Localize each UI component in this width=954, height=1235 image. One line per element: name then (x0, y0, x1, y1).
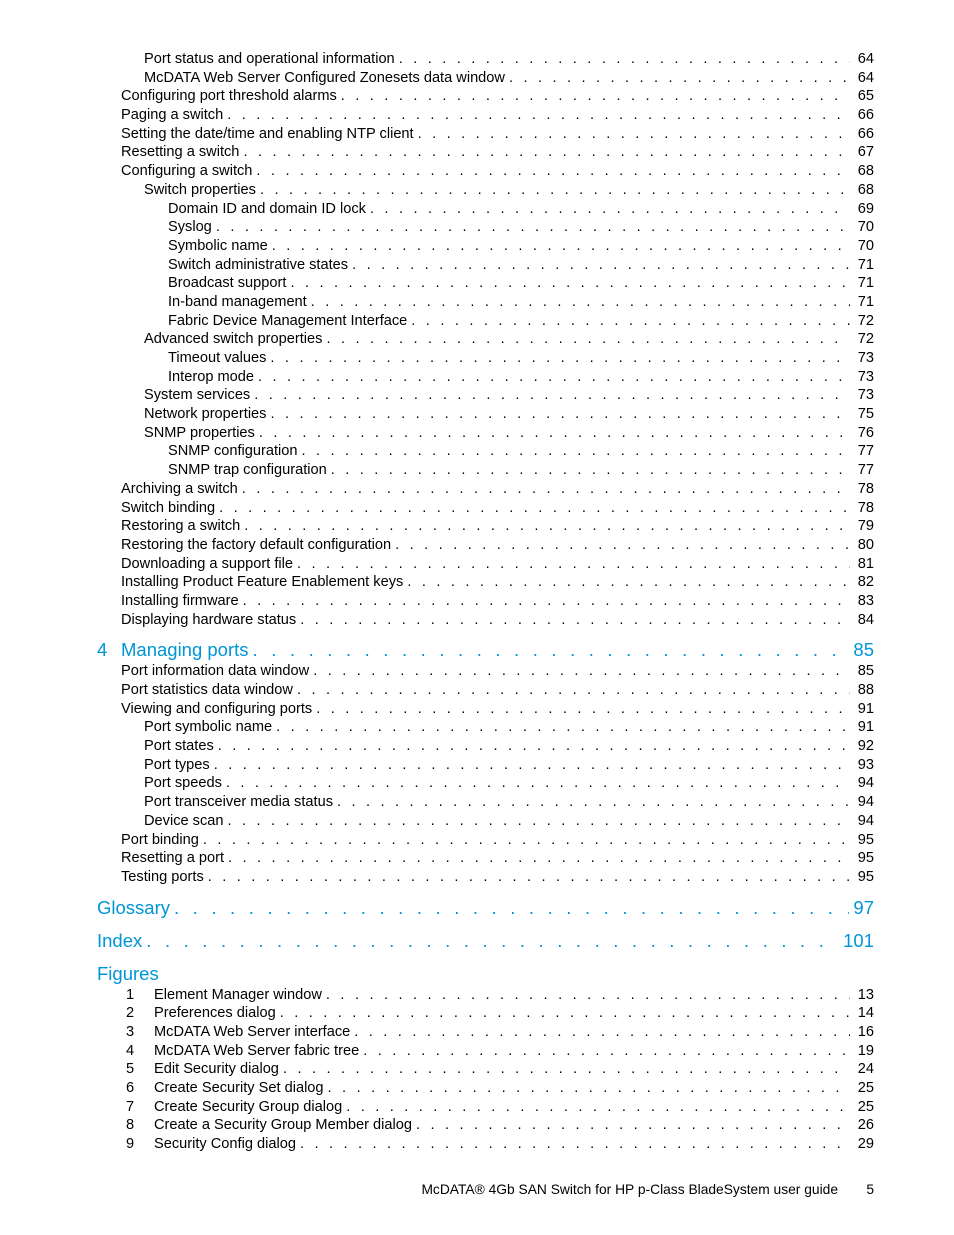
toc-entry[interactable] (0, 681, 954, 700)
toc-entry[interactable] (0, 349, 954, 368)
page-footer (0, 1180, 954, 1200)
toc-entry-page[interactable]: 81 (857, 555, 874, 572)
dot-leader (260, 181, 850, 200)
dot-leader (418, 125, 850, 144)
toc-entry-page[interactable]: 78 (857, 480, 874, 497)
toc-entry-page[interactable]: 71 (857, 256, 874, 273)
dot-leader (395, 536, 850, 555)
toc-entry[interactable] (0, 69, 954, 88)
toc-entry[interactable] (0, 756, 954, 775)
toc-entry[interactable] (0, 424, 954, 443)
figure-page[interactable]: 29 (857, 1136, 874, 1153)
toc-entry-page[interactable]: 76 (857, 424, 874, 441)
toc-entry-title[interactable]: Setting the date/time and enabling NTP client (121, 125, 414, 142)
dot-leader (331, 461, 850, 480)
toc-entry-page[interactable]: 71 (857, 293, 874, 310)
toc-section-chapter-3 (0, 50, 954, 629)
chapter-4-heading[interactable] (0, 638, 954, 662)
toc-entry[interactable] (0, 143, 954, 162)
dot-leader (302, 442, 850, 461)
toc-entry-title[interactable]: Resetting a switch (121, 144, 240, 161)
toc-entry-page[interactable]: 92 (857, 738, 874, 755)
dot-leader (254, 386, 850, 405)
index-heading[interactable] (0, 929, 954, 953)
dot-leader (243, 143, 850, 162)
glossary-heading[interactable] (0, 896, 954, 920)
chapter-page[interactable]: 85 (853, 639, 874, 661)
index-page[interactable]: 101 (843, 929, 874, 951)
figure-number: 9 (126, 1136, 135, 1153)
toc-entry-title[interactable]: Port symbolic name (144, 719, 273, 736)
toc-entry-title[interactable]: Broadcast support (168, 275, 287, 292)
toc-entry-page[interactable]: 73 (857, 350, 874, 366)
toc-entry[interactable] (0, 662, 954, 681)
figure-page[interactable]: 26 (857, 1117, 874, 1134)
toc-entry-title[interactable]: Symbolic name (168, 237, 268, 254)
dot-leader (243, 592, 850, 611)
toc-entry-title[interactable]: Configuring a switch (121, 163, 253, 180)
figure-page[interactable]: 19 (857, 1042, 874, 1059)
dot-leader (256, 162, 850, 181)
dot-leader (203, 831, 850, 850)
dot-leader (280, 1004, 850, 1023)
toc-entry-title[interactable]: Downloading a support file (121, 555, 293, 572)
toc-entry[interactable] (0, 849, 954, 868)
toc-entry-page[interactable]: 95 (857, 831, 874, 848)
figure-entry-label[interactable] (126, 986, 322, 1005)
toc-entry-title[interactable]: Restoring a switch (121, 518, 241, 535)
figure-number: 2 (126, 1005, 135, 1022)
toc-entry[interactable] (0, 573, 954, 592)
figure-entry-label[interactable] (126, 1135, 296, 1154)
index-title[interactable]: Index (97, 929, 143, 951)
toc-entry[interactable] (0, 312, 954, 331)
dot-leader (258, 368, 850, 387)
toc-entry[interactable] (0, 831, 954, 850)
toc-entry[interactable] (0, 517, 954, 536)
footer-page-number: 5 (866, 1182, 874, 1197)
dot-leader (313, 662, 850, 681)
toc-entry-page[interactable]: 93 (857, 756, 874, 773)
toc-entry-title[interactable]: McDATA Web Server Configured Zonesets data window (144, 69, 505, 86)
dot-leader (214, 756, 850, 775)
toc-entry-title[interactable]: Testing ports (121, 868, 204, 885)
dot-leader (297, 681, 850, 700)
toc-entry[interactable] (0, 330, 954, 349)
dot-leader (290, 274, 850, 293)
dot-leader (328, 1079, 850, 1098)
figure-entry-label[interactable] (126, 1004, 276, 1023)
toc-entry-title[interactable]: Port information data window (121, 663, 310, 680)
figure-entry[interactable] (0, 1042, 954, 1061)
dot-leader (326, 330, 850, 349)
glossary-title[interactable]: Glossary (97, 896, 170, 918)
toc-entry-page[interactable]: 94 (857, 794, 874, 811)
toc-entry-title[interactable]: Archiving a switch (121, 480, 238, 497)
figure-page[interactable]: 13 (857, 986, 874, 1003)
toc-entry[interactable] (0, 87, 954, 106)
dot-leader (272, 237, 850, 256)
toc-entry-page[interactable]: 79 (857, 518, 874, 535)
toc-section-chapter-4 (0, 662, 954, 886)
toc-entry-page[interactable]: 94 (857, 775, 874, 792)
dot-leader (316, 700, 850, 719)
toc-entry-page[interactable]: 64 (857, 51, 874, 67)
toc-entry-page[interactable]: 66 (857, 125, 874, 142)
toc-entry-title[interactable]: Fabric Device Management Interface (168, 312, 408, 329)
toc-entry-page[interactable]: 71 (857, 275, 874, 292)
dot-leader (270, 349, 850, 368)
footer-title: McDATA® 4Gb SAN Switch for HP p-Class BladeSystem user guide (421, 1182, 838, 1197)
figure-page[interactable]: 25 (857, 1098, 874, 1115)
toc-entry-page[interactable]: 83 (857, 592, 874, 609)
toc-entry-page[interactable]: 70 (857, 219, 874, 236)
toc-entry-title[interactable]: Installing Product Feature Enablement keys (121, 574, 404, 591)
toc-entry-title[interactable]: Port statistics data window (121, 682, 293, 698)
figure-entry-label[interactable] (126, 1023, 350, 1042)
toc-entry-title[interactable]: Resetting a port (121, 850, 225, 867)
dot-leader (174, 896, 849, 920)
toc-entry-title[interactable]: SNMP properties (144, 424, 255, 441)
dot-leader (352, 256, 850, 275)
toc-entry-title[interactable]: Switch properties (144, 181, 256, 198)
dot-leader (228, 849, 850, 868)
toc-entry[interactable] (0, 106, 954, 125)
toc-entry-page[interactable]: 95 (857, 850, 874, 867)
toc-entry-page[interactable]: 88 (857, 682, 874, 698)
dot-leader (370, 200, 850, 219)
toc-entry-title[interactable]: Device scan (144, 812, 224, 829)
dot-leader (146, 929, 839, 953)
toc-entry-page[interactable]: 94 (857, 812, 874, 829)
toc-entry[interactable] (0, 442, 954, 461)
toc-entry[interactable] (0, 868, 954, 887)
dot-leader (363, 1042, 850, 1061)
figure-title[interactable]: Create Security Set dialog (154, 1080, 324, 1096)
toc-entry-title[interactable]: In-band management (168, 293, 307, 310)
figure-title[interactable]: McDATA Web Server fabric tree (154, 1042, 360, 1059)
dot-leader (219, 499, 850, 518)
figure-entry-label[interactable] (126, 1116, 412, 1135)
figure-entry[interactable] (0, 986, 954, 1005)
toc-entry-page[interactable]: 68 (857, 181, 874, 198)
toc-entry-title[interactable]: Port binding (121, 831, 199, 848)
chapter-title[interactable]: Managing ports (121, 639, 249, 661)
toc-entry-title[interactable]: Port speeds (144, 775, 222, 792)
toc-entry[interactable] (0, 125, 954, 144)
toc-entry-page[interactable]: 95 (857, 868, 874, 885)
figure-page[interactable]: 24 (857, 1061, 874, 1078)
figure-title[interactable]: Create a Security Group Member dialog (154, 1117, 412, 1134)
figure-entry[interactable] (0, 1116, 954, 1135)
toc-entry-title[interactable]: Port states (144, 738, 214, 755)
toc-entry[interactable] (0, 555, 954, 574)
glossary-page[interactable]: 97 (853, 896, 874, 918)
dot-leader (227, 106, 850, 125)
toc-entry-page[interactable]: 80 (857, 536, 874, 553)
toc-entry[interactable] (0, 274, 954, 293)
toc-entry-title[interactable]: Restoring the factory default configuration (121, 536, 392, 553)
toc-entry-title[interactable]: Domain ID and domain ID lock (168, 200, 366, 217)
dot-leader (226, 774, 850, 793)
toc-entry-page[interactable]: 84 (857, 611, 874, 628)
toc-entry-page[interactable]: 85 (857, 663, 874, 680)
dot-leader (337, 793, 850, 812)
figure-entry-label[interactable] (126, 1079, 324, 1098)
figure-entry[interactable] (0, 1079, 954, 1098)
toc-entry-title[interactable]: Displaying hardware status (121, 611, 297, 628)
dot-leader (341, 87, 850, 106)
toc-entry-title[interactable]: Configuring port threshold alarms (121, 88, 337, 105)
figures-list (0, 986, 954, 1154)
dot-leader (509, 69, 850, 88)
toc-entry[interactable] (0, 218, 954, 237)
toc-entry-title[interactable]: Switch administrative states (168, 256, 349, 273)
figure-entry[interactable] (0, 1135, 954, 1154)
dot-leader (228, 812, 851, 831)
figure-title[interactable]: Security Config dialog (154, 1136, 296, 1153)
toc-entry-page[interactable]: 75 (857, 406, 874, 423)
toc-entry-title[interactable]: System services (144, 387, 251, 404)
figure-entry[interactable] (0, 1098, 954, 1117)
figure-entry[interactable] (0, 1004, 954, 1023)
dot-leader (354, 1023, 850, 1042)
dot-leader (300, 611, 850, 630)
dot-leader (259, 424, 850, 443)
toc-entry[interactable] (0, 162, 954, 181)
dot-leader (416, 1116, 850, 1135)
toc-entry[interactable] (0, 293, 954, 312)
toc-entry[interactable] (0, 774, 954, 793)
toc-entry-title[interactable]: SNMP trap configuration (168, 462, 327, 479)
toc-entry-page[interactable]: 72 (857, 331, 874, 348)
dot-leader (411, 312, 850, 331)
toc-entry-page[interactable]: 77 (857, 443, 874, 460)
toc-entry[interactable] (0, 237, 954, 256)
toc-entry[interactable] (0, 405, 954, 424)
toc-entry-title[interactable]: Viewing and configuring ports (121, 700, 313, 717)
dot-leader (283, 1060, 850, 1079)
figure-title[interactable]: Element Manager window (154, 986, 322, 1003)
toc-entry[interactable] (0, 700, 954, 719)
toc-entry-page[interactable]: 72 (857, 312, 874, 329)
figure-page[interactable]: 16 (857, 1023, 874, 1040)
toc-entry-title[interactable]: Port transceiver media status (144, 794, 333, 811)
toc-entry[interactable] (0, 737, 954, 756)
toc-entry-page[interactable]: 78 (857, 499, 874, 516)
toc-entry-page[interactable]: 66 (857, 107, 874, 124)
figure-number: 3 (126, 1023, 135, 1040)
toc-entry-page[interactable]: 73 (857, 387, 874, 404)
toc-entry-page[interactable]: 67 (857, 144, 874, 161)
dot-leader (216, 218, 850, 237)
dot-leader (242, 480, 850, 499)
toc-entry[interactable] (0, 368, 954, 387)
figure-page[interactable]: 25 (857, 1080, 874, 1096)
toc-entry[interactable] (0, 256, 954, 275)
toc-entry-page[interactable]: 68 (857, 163, 874, 180)
dot-leader (399, 50, 850, 69)
figure-title[interactable]: Edit Security dialog (154, 1061, 279, 1078)
dot-leader (346, 1098, 850, 1117)
toc-entry[interactable] (0, 181, 954, 200)
dot-leader (208, 868, 850, 887)
toc-entry-page[interactable]: 82 (857, 574, 874, 591)
dot-leader (311, 293, 850, 312)
figure-number: 4 (126, 1042, 135, 1059)
dot-leader (253, 638, 850, 662)
toc-entry-title[interactable]: SNMP configuration (168, 443, 298, 460)
toc-entry-title[interactable]: Timeout values (168, 350, 267, 366)
toc-entry-page[interactable]: 65 (857, 88, 874, 105)
toc-entry[interactable] (0, 718, 954, 737)
dot-leader (326, 986, 850, 1005)
toc-entry[interactable] (0, 812, 954, 831)
figure-entry-label[interactable] (126, 1042, 359, 1061)
dot-leader (297, 555, 850, 574)
toc-entry-page[interactable]: 91 (857, 719, 874, 736)
figure-number: 1 (126, 986, 135, 1003)
figure-number: 5 (126, 1061, 135, 1078)
toc-entry-title[interactable]: Port types (144, 756, 210, 773)
toc-entry-title[interactable]: Network properties (144, 406, 267, 423)
toc-entry-title[interactable]: Syslog (168, 219, 212, 236)
toc-entry-page[interactable]: 70 (857, 237, 874, 254)
toc-entry-title[interactable]: Installing firmware (121, 592, 239, 609)
toc-entry[interactable] (0, 200, 954, 219)
figure-entry-label[interactable] (126, 1060, 279, 1079)
toc-entry-page[interactable]: 64 (857, 69, 874, 86)
toc-entry-title[interactable]: Port status and operational information (144, 51, 395, 67)
figure-entry[interactable] (0, 1060, 954, 1079)
figure-title[interactable]: McDATA Web Server interface (154, 1023, 351, 1040)
figure-page[interactable]: 14 (857, 1005, 874, 1022)
toc-entry[interactable] (0, 536, 954, 555)
figure-entry[interactable] (0, 1023, 954, 1042)
dot-leader (276, 718, 850, 737)
toc-entry-page[interactable]: 91 (857, 700, 874, 717)
toc-entry[interactable] (0, 50, 954, 69)
toc-entry[interactable] (0, 499, 954, 518)
figure-number: 8 (126, 1117, 135, 1134)
chapter-number: 4 (97, 639, 108, 661)
toc-entry-title[interactable]: Advanced switch properties (144, 331, 323, 348)
toc-entry[interactable] (0, 386, 954, 405)
dot-leader (300, 1135, 850, 1154)
toc-entry-page[interactable]: 69 (857, 200, 874, 217)
figure-entry-label[interactable] (126, 1098, 342, 1117)
dot-leader (407, 573, 850, 592)
table-of-contents (0, 50, 954, 1154)
toc-entry[interactable] (0, 793, 954, 812)
figure-number: 6 (126, 1080, 135, 1096)
dot-leader (270, 405, 850, 424)
toc-entry[interactable] (0, 611, 954, 630)
toc-entry[interactable] (0, 592, 954, 611)
dot-leader (218, 737, 850, 756)
toc-entry[interactable] (0, 480, 954, 499)
toc-entry-page[interactable]: 77 (857, 462, 874, 479)
toc-entry-title[interactable]: Switch binding (121, 499, 216, 516)
figures-heading: Figures (97, 962, 159, 984)
toc-entry-title[interactable]: Paging a switch (121, 107, 224, 124)
figure-title[interactable]: Create Security Group dialog (154, 1098, 343, 1115)
dot-leader (244, 517, 850, 536)
toc-entry-page[interactable]: 73 (857, 368, 874, 385)
toc-entry[interactable] (0, 461, 954, 480)
toc-entry-title[interactable]: Interop mode (168, 368, 254, 385)
figure-title[interactable]: Preferences dialog (154, 1005, 276, 1022)
figure-number: 7 (126, 1098, 135, 1115)
